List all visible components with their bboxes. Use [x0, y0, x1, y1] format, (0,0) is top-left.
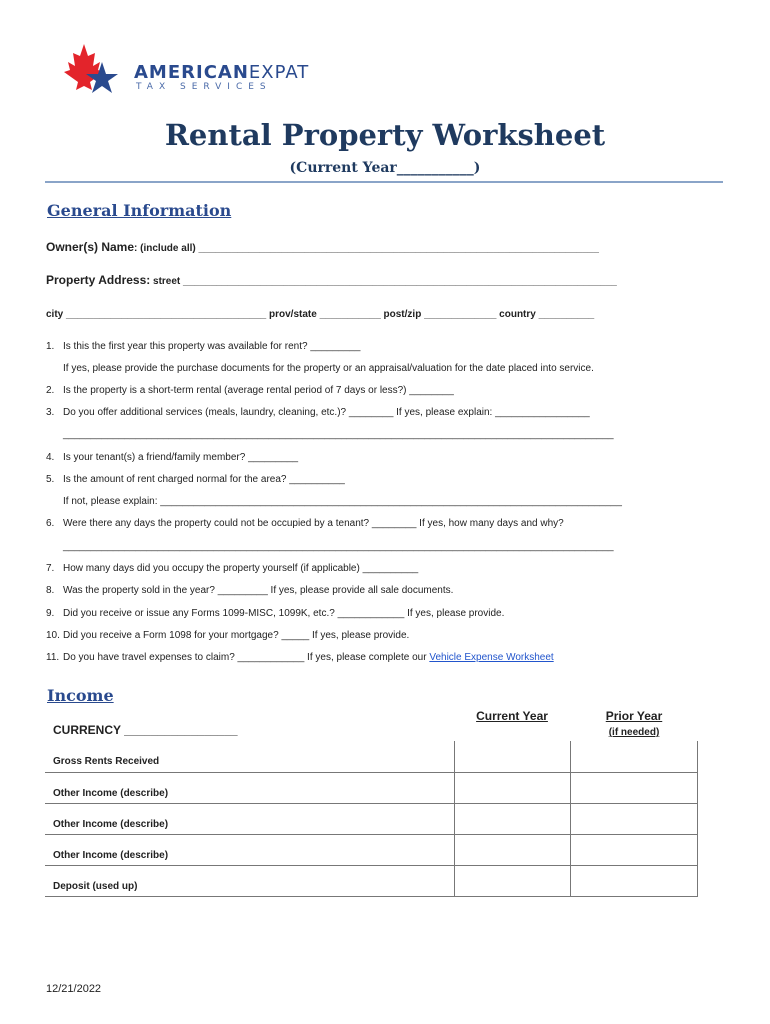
question-text: How many days did you occupy the property yourself (if applicable) __________	[63, 563, 419, 574]
city-state-zip-country-line[interactable]: city ____________________________________ prov/state ___________ post/zip _____________ country __________	[46, 309, 595, 320]
question-number: 9.	[46, 608, 55, 619]
question-text: If yes, please provide the purchase documents for the property or an appraisal/valuation for the date placed into service.	[63, 363, 594, 374]
deposit-prior-input[interactable]	[571, 866, 697, 896]
deposit-current-input[interactable]	[455, 866, 570, 896]
question-number: 8.	[46, 585, 55, 596]
page-title: Rental Property Worksheet	[164, 118, 606, 152]
question-number: 4.	[46, 452, 55, 463]
question-number: 10.	[46, 630, 60, 641]
question-1-followup	[46, 363, 594, 374]
question-number: 7.	[46, 563, 55, 574]
vehicle-expense-worksheet-link[interactable]: Vehicle Expense Worksheet	[429, 652, 554, 663]
table-divider	[45, 896, 698, 897]
question-text: Were there any days the property could not be occupied by a tenant? ________ If yes, how many days and why?	[63, 518, 564, 529]
question-text: Do you have travel expenses to claim? ____________ If yes, please complete our	[63, 652, 430, 663]
income-row-label: Other Income (describe)	[53, 819, 169, 830]
other-income-1-current-input[interactable]	[455, 773, 570, 803]
other-income-2-prior-input[interactable]	[571, 804, 697, 834]
question-2[interactable]	[46, 385, 454, 396]
question-text: Is this the first year this property was available for rent? _________	[63, 341, 361, 352]
property-address-blank: street ______________________________________________________________________________	[150, 276, 617, 287]
question-8[interactable]	[46, 585, 453, 596]
question-3-answer-line[interactable]	[46, 429, 614, 440]
question-text: Is your tenant(s) a friend/family member? _________	[63, 452, 299, 463]
footer-date: 12/21/2022	[46, 983, 102, 995]
property-address-field[interactable]	[46, 273, 617, 287]
question-text: Did you receive or issue any Forms 1099-MISC, 1099K, etc.? ____________ If yes, please provide.	[63, 608, 505, 619]
property-address-label: Property Address:	[46, 273, 151, 287]
question-text: Is the property is a short-term rental (average rental period of 7 days or less?) ________	[63, 385, 454, 396]
table-divider	[697, 741, 698, 896]
owner-name-field[interactable]	[46, 240, 599, 254]
question-6-answer-line[interactable]	[46, 541, 614, 552]
question-number: 3.	[46, 407, 55, 418]
question-5[interactable]	[46, 474, 345, 485]
income-heading: Income	[47, 686, 114, 705]
question-number: 6.	[46, 518, 55, 529]
column-header-current-year: Current Year	[476, 709, 548, 723]
other-income-1-prior-input[interactable]	[571, 773, 697, 803]
question-11[interactable]	[46, 652, 554, 663]
question-text: Was the property sold in the year? _________ If yes, please provide all sale documents.	[63, 585, 454, 596]
page-subtitle: (Current Year___________)	[289, 160, 481, 176]
question-text: ___________________________________________________________________________________________________	[63, 541, 614, 552]
gross-rents-prior-input[interactable]	[571, 741, 697, 772]
income-row-label: Gross Rents Received	[53, 756, 160, 767]
question-text: Is the amount of rent charged normal for the area? __________	[63, 474, 345, 485]
question-number: 11.	[46, 652, 60, 663]
question-10[interactable]	[46, 630, 409, 641]
general-heading: General Information	[47, 201, 232, 220]
income-row-label: Other Income (describe)	[53, 788, 169, 799]
column-header-prior-year: Prior Year	[605, 709, 663, 723]
maple-leaf-star-icon	[60, 40, 135, 100]
owner-name-blank: : (include all) ________________________________________________________________________	[134, 243, 599, 254]
gross-rents-current-input[interactable]	[455, 741, 570, 772]
question-3[interactable]	[46, 407, 590, 418]
question-number: 1.	[46, 341, 55, 352]
question-text: ___________________________________________________________________________________________________	[63, 429, 614, 440]
column-header-prior-note: (if needed)	[608, 727, 660, 738]
income-row-label: Other Income (describe)	[53, 850, 169, 861]
question-text: If not, please explain: ___________________________________________________________________________________	[63, 496, 622, 507]
other-income-3-prior-input[interactable]	[571, 835, 697, 865]
brand-name-light: EXPAT	[248, 62, 310, 83]
owner-name-label: Owner(s) Name	[46, 240, 135, 254]
question-5-explain[interactable]	[46, 496, 622, 507]
brand-name	[134, 62, 309, 83]
other-income-3-current-input[interactable]	[455, 835, 570, 865]
brand-tagline: TAX SERVICES	[136, 82, 272, 92]
brand-name-bold: AMERICAN	[134, 62, 249, 83]
question-9[interactable]	[46, 608, 504, 619]
title-divider	[45, 181, 723, 183]
question-text: Did you receive a Form 1098 for your mortgage? _____ If yes, please provide.	[63, 630, 410, 641]
income-row-label: Deposit (used up)	[53, 881, 138, 892]
currency-field[interactable]: CURRENCY _________________	[53, 723, 238, 737]
question-text: Do you offer additional services (meals, laundry, cleaning, etc.)? ________ If yes, please explain: _________________	[63, 407, 590, 418]
question-6[interactable]	[46, 518, 564, 529]
question-number: 5.	[46, 474, 55, 485]
other-income-2-current-input[interactable]	[455, 804, 570, 834]
question-7[interactable]	[46, 563, 418, 574]
question-1[interactable]	[46, 341, 360, 352]
question-4[interactable]	[46, 452, 298, 463]
question-number: 2.	[46, 385, 55, 396]
